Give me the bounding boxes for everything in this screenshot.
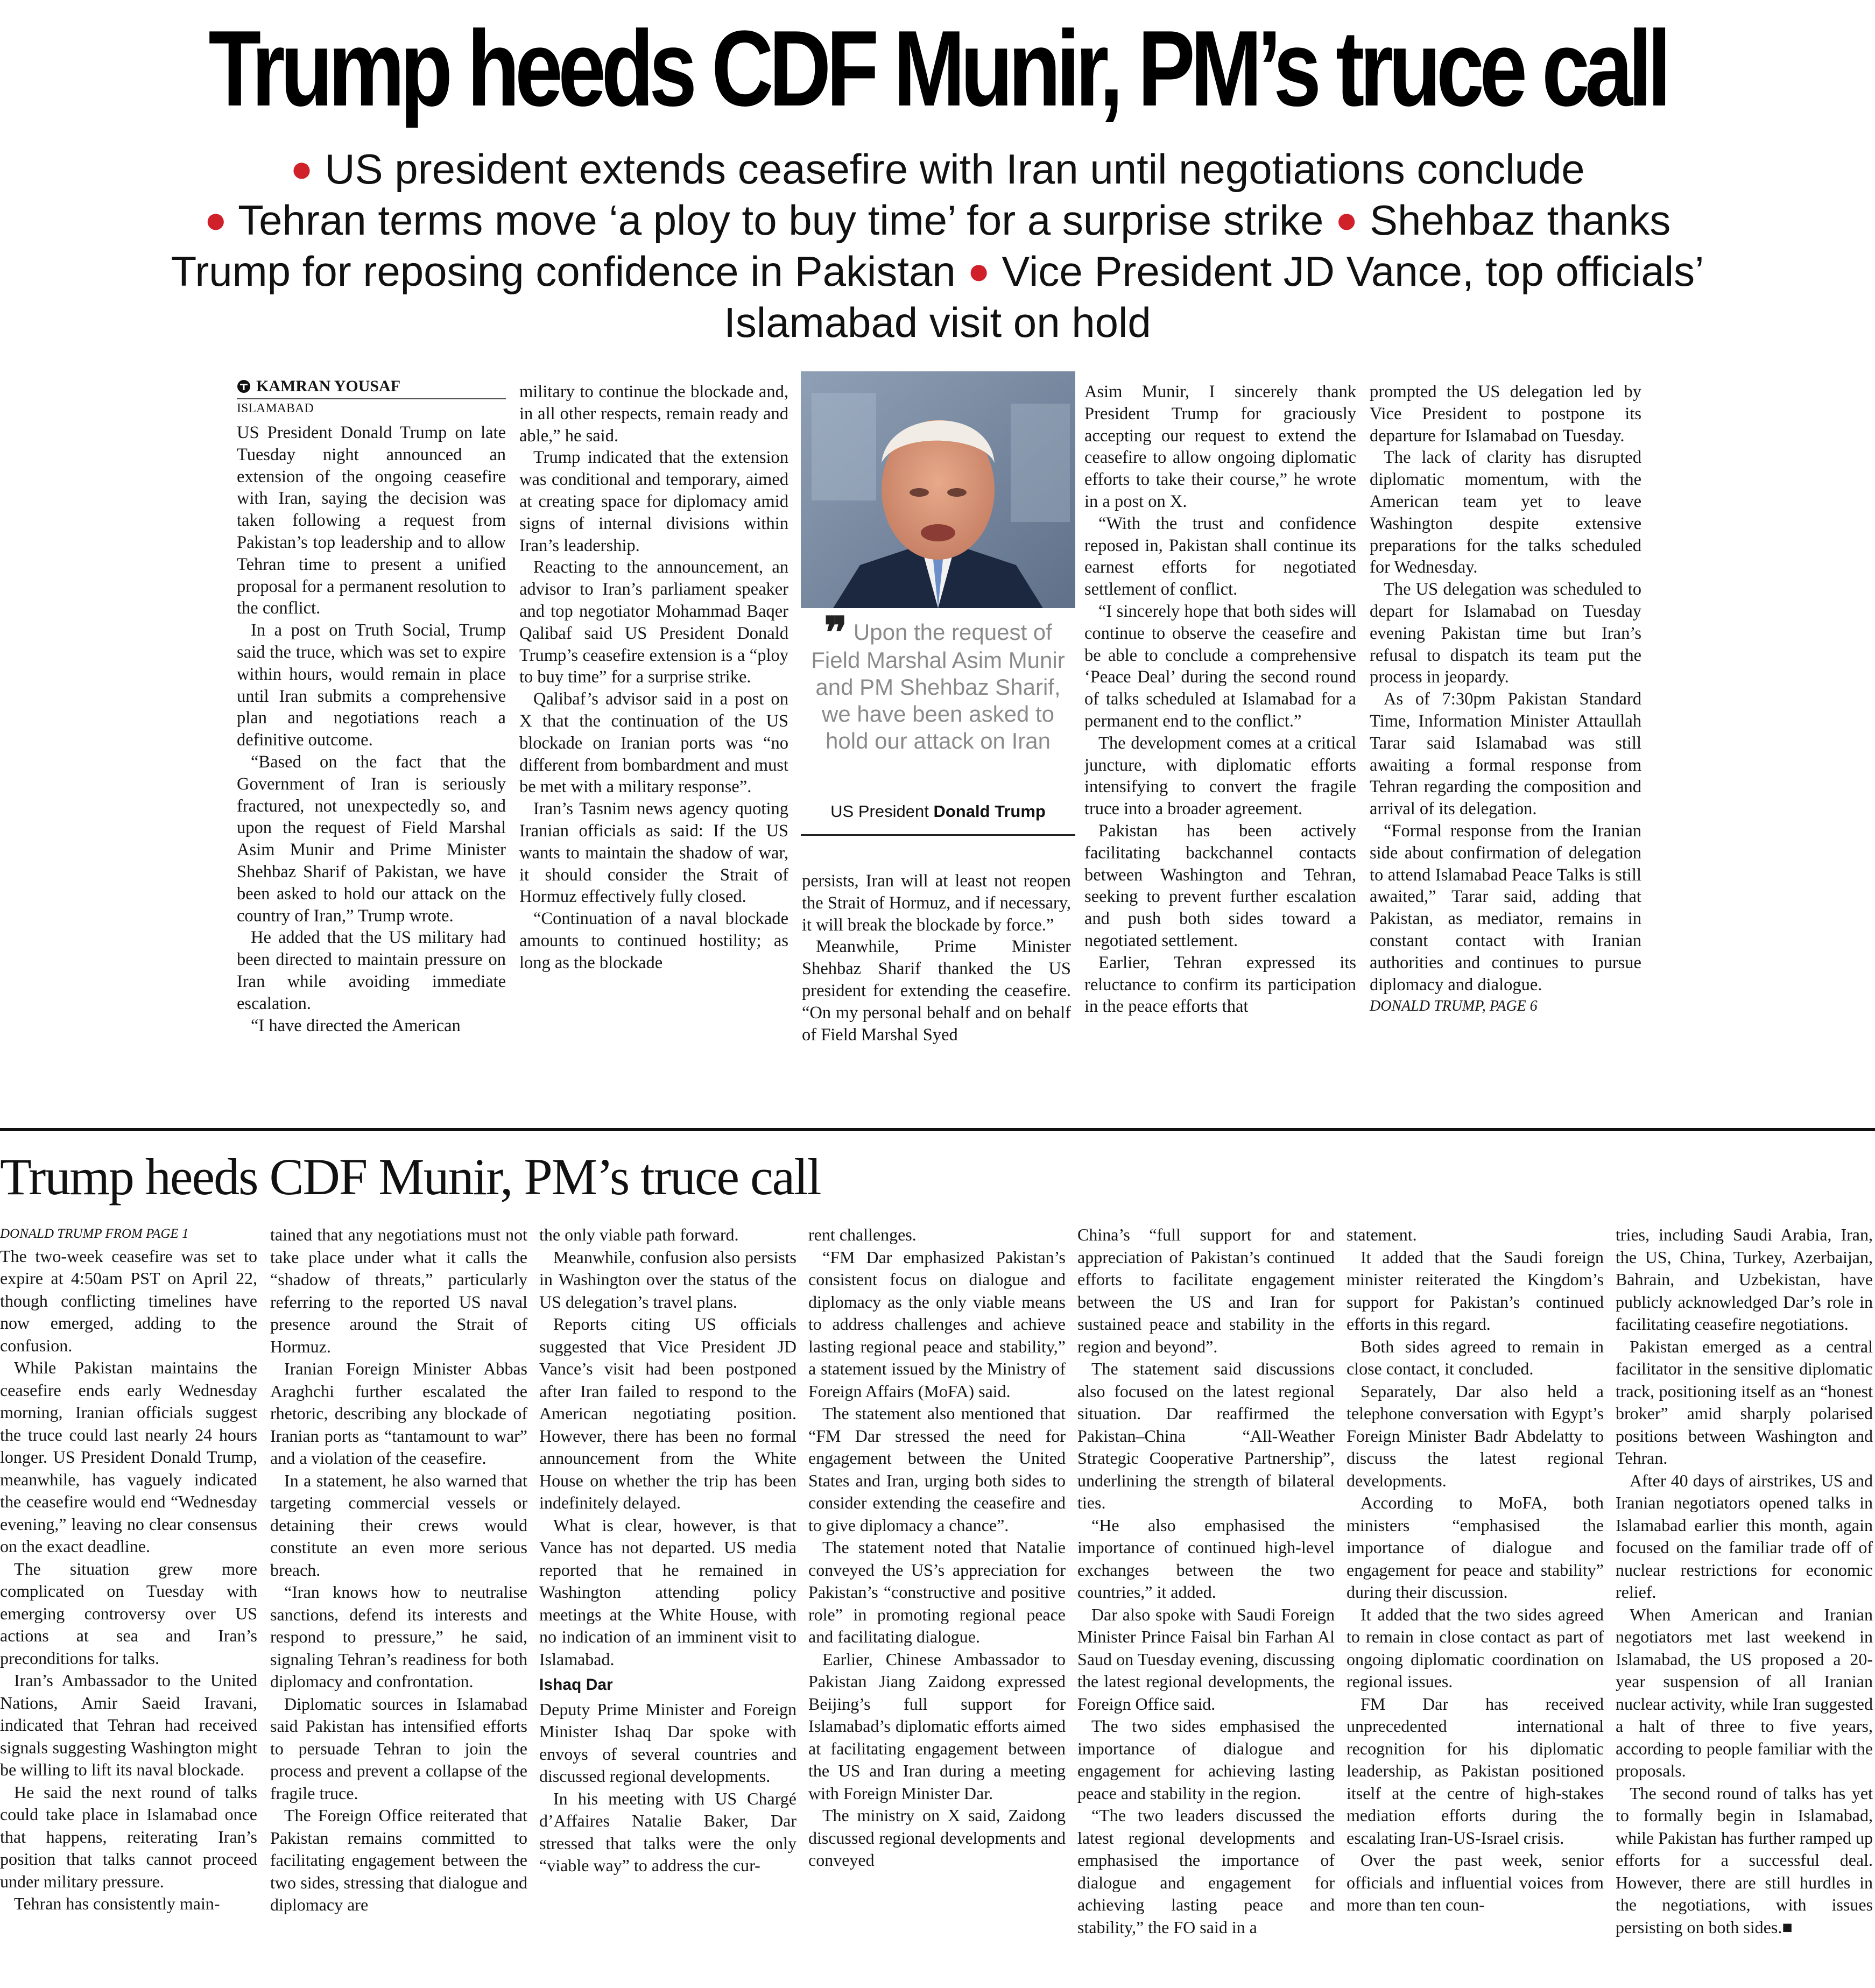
paragraph: Dar also spoke with Saudi Foreign Minister Prince Faisal bin Farhan Al Saud on Tuesday evening, discussing the latest regional developments, the Foreign Office said. <box>1077 1604 1335 1714</box>
paragraph: In a post on Truth Social, Trump said the truce, which was set to expire within hours, would remain in place until Iran submits a comprehensive plan and negotiations reach a definitive outcome. <box>237 621 506 750</box>
paragraph: While Pakistan maintains the ceasefire ends early Wednesday morning, Iranian officials suggest the truce could last nearly 24 hours longer. US President Donald Trump, meanwhile, has vaguely indicated the ceasefire would end “Wednesday evening,” leaving no clear consensus on the exact deadline. <box>0 1358 257 1556</box>
paragraph: Deputy Prime Minister and Foreign Minister Ishaq Dar spoke with envoys of several countries and discussed regional developments. <box>539 1699 796 1786</box>
paragraph: The second round of talks has yet to formally begin in Islamabad, while Pakistan has further ramped up efforts for a successful deal. However, there are still hurdles in the negotiations, with issues persisting on both sides.■ <box>1616 1783 1873 1937</box>
tribune-logo-icon <box>237 379 251 393</box>
paragraph: Pakistan emerged as a central facilitator in the sensitive diplomatic track, positioning itself as an “honest broker” amid sharply polarised positions between Washington and Tehran. <box>1616 1336 1873 1468</box>
paragraph: Iranian Foreign Minister Abbas Araghchi further escalated the rhetoric, describing any blockade of Iranian ports as “tantamount to war” and a violation of the ceasefire. <box>270 1359 527 1468</box>
paragraph: “Formal response from the Iranian side about confirmation of delegation to attend Islamabad Peace Talks is still awaited,” Tarar said, adding that Pakistan, as mediator, remains in constant contact with Iranian authorities and continues to pursue diplomacy and dialogue. <box>1370 821 1641 995</box>
paragraph: The ministry on X said, Zaidong discussed regional developments and conveyed <box>808 1806 1066 1870</box>
paragraph: rent challenges. <box>808 1225 917 1244</box>
paragraph: Separately, Dar also held a telephone conversation with Egypt’s Foreign Minister Badr Abdelatty to discuss the latest regional developments. <box>1347 1381 1604 1490</box>
paragraph: Over the past week, senior officials and influential voices from more than ten coun- <box>1347 1850 1604 1914</box>
paragraph: He added that the US military had been directed to maintain pressure on Iran while avoiding immediate escalation. <box>237 928 506 1013</box>
cont-column-2 <box>270 1224 527 1916</box>
byline-author: KAMRAN YOUSAF <box>256 377 401 395</box>
story-column-3 <box>802 870 1071 1046</box>
paragraph: Qalibaf’s advisor said in a post on X that the continuation of the US blockade on Iranian ports was “no different from bombardment and must be met with a military response”. <box>519 689 788 797</box>
paragraph: The US delegation was scheduled to depart for Islamabad on Tuesday evening Pakistan time but Iran’s refusal to dispatch its team put the process in jeopardy. <box>1370 580 1641 687</box>
deck-3: Shehbaz thanks Trump for reposing confidence in Pakistan <box>171 196 1671 295</box>
paragraph: The Foreign Office reiterated that Pakistan remains committed to facilitating engagement between the two sides, stressing that dialogue and diplomacy are <box>270 1806 527 1914</box>
paragraph: According to MoFA, both ministers “emphasised the importance of dialogue and engagement for peace and stability” during their discussion. <box>1347 1493 1604 1602</box>
paragraph: “With the trust and confidence reposed in, Pakistan shall continue its earnest efforts for negotiated settlement of conflict. <box>1084 513 1356 600</box>
red-bullet-icon: ● <box>290 147 313 189</box>
cont-column-3 <box>539 1224 796 1877</box>
paragraph: the only viable path forward. <box>539 1225 739 1244</box>
paragraph: In his meeting with US Chargé d’Affaires Natalie Baker, Dar stressed that talks were the only “viable way” to address the cur- <box>539 1788 796 1875</box>
paragraph: When American and Iranian negotiators met last weekend in Islamabad, the US proposed a 20-year suspension of all Iranian nuclear activity, while Iran suggested a halt of three to five years, according to people familiar with the proposals. <box>1616 1604 1873 1780</box>
paragraph: Earlier, Chinese Ambassador to Pakistan Jiang Zaidong expressed Beijing’s full support for Islamabad’s diplomatic efforts aimed at facilitating engagement between the US and Iran during a meeting with Foreign Minister Dar. <box>808 1649 1066 1803</box>
quote-mark-icon: ❞ <box>824 610 848 657</box>
paragraph: The situation grew more complicated on Tuesday with emerging controversy over US actions at sea and Iran’s preconditions for talks. <box>0 1559 257 1668</box>
paragraph: The statement also mentioned that “FM Dar stressed the need for engagement between the United States and Iran, urging both sides to consider extending the ceasefire and to give diplomacy a chance”. <box>808 1404 1066 1535</box>
cont-column-5 <box>1077 1224 1335 1938</box>
subhead-ishaq-dar: Ishaq Dar <box>539 1676 613 1694</box>
caption-prefix: US President <box>830 802 929 821</box>
paragraph: What is clear, however, is that Vance has not departed. US media reported that he remained in Washington attending policy meetings at the White House, with no indication of an imminent visit to Islamabad. <box>539 1515 796 1669</box>
paragraph: tained that any negotiations must not take place under what it calls the “shadow of threats,” particularly referring to the reported US naval presence around the Strait of Hormuz. <box>270 1225 527 1356</box>
paragraph: Pakistan has been actively facilitating backchannel contacts between Washington and Tehran, seeking to prevent further escalation and push both sides toward a negotiated settlement. <box>1084 821 1356 950</box>
paragraph: “Continuation of a naval blockade amounts to continued hostility; as long as the blockade <box>519 909 788 972</box>
cont-column-4 <box>808 1224 1066 1872</box>
paragraph: Asim Munir, I sincerely thank President Trump for graciously accepting our request to extend the ceasefire to allow ongoing diplomatic efforts to take their course,” he wrote in a post on X. <box>1084 382 1356 511</box>
paragraph: Both sides agreed to remain in close contact, it concluded. <box>1347 1336 1604 1378</box>
story-column-4 <box>1084 381 1356 1018</box>
paragraph: The lack of clarity has disrupted diplomatic momentum, with the American team yet to leave Washington despite extensive preparations for the talks scheduled for Wednesday. <box>1370 448 1641 577</box>
paragraph: Reports citing US officials suggested that Vice President JD Vance’s visit had been postponed after Iran failed to respond to the American negotiating position. However, there has been no formal announcement from the White House on whether the trip has been indefinitely delayed. <box>539 1314 796 1512</box>
paragraph: After 40 days of airstrikes, US and Iranian negotiators opened talks in Islamabad earlier this month, again focused on the familiar trade off of nuclear restrictions for economic relief. <box>1616 1470 1873 1602</box>
story-column-2 <box>519 381 788 974</box>
paragraph: “I sincerely hope that both sides will continue to observe the ceasefire and be able to conclude a comprehensive ‘Peace Deal’ during the second round of talks scheduled at Islamabad for a permanent end to the conflict.” <box>1084 601 1356 731</box>
paragraph: persists, Iran will at least not reopen the Strait of Hormuz, and if necessary, it will break the blockade by force.” <box>802 871 1071 935</box>
paragraph: “FM Dar emphasized Pakistan’s consistent focus on dialogue and diplomacy as the only viable means to address challenges and achieve lasting regional peace and stability,” a statement issued by the Ministry of Foreign Affairs (MoFA) said. <box>808 1247 1066 1401</box>
paragraph: Iran’s Tasnim news agency quoting Iranian officials as said: If the US wants to maintain the shadow of war, it should consider the Strait of Hormuz effectively fully closed. <box>519 799 788 907</box>
continuation-headline: Trump heeds CDF Munir, PM’s truce call <box>0 1148 821 1206</box>
byline <box>237 377 506 396</box>
headline-decks <box>161 144 1714 347</box>
paragraph: tries, including Saudi Arabia, Iran, the US, China, Turkey, Azerbaijan, Bahrain, and Uzbekistan, have publicly acknowledged Dar’s role in facilitating ceasefire negotiations. <box>1616 1225 1873 1334</box>
trump-photo <box>801 371 1075 608</box>
paragraph: Earlier, Tehran expressed its reluctance to confirm its participation in the peace efforts that <box>1084 953 1356 1017</box>
paragraph: “The two leaders discussed the latest regional developments and emphasised the importance of dialogue and engagement for achieving lasting peace and stability,” the FO said in a <box>1077 1806 1335 1937</box>
paragraph: “Iran knows how to neutralise sanctions, defend its interests and respond to pressure,” he said, signaling Tehran’s readiness for both diplomacy and confrontation. <box>270 1582 527 1691</box>
paragraph: military to continue the blockade and, in all other respects, remain ready and able,” he said. <box>519 382 788 446</box>
paragraph: “Based on the fact that the Government of Iran is seriously fractured, not unexpectedly so, and upon the request of Field Marshal Asim Munir and Prime Minister Shehbaz Sharif of Pakistan, we have been asked to hold our attack on the country of Iran,” Trump wrote. <box>237 752 506 926</box>
portrait-image <box>801 371 1075 608</box>
paragraph: The two-week ceasefire was set to expire at 4:50am PST on April 22, though conflicting timelines have now emerged, adding to the confusion. <box>0 1246 257 1355</box>
paragraph: Meanwhile, confusion also persists in Washington over the status of the US delegation’s travel plans. <box>539 1247 796 1312</box>
paragraph: “I have directed the American <box>251 1016 461 1035</box>
caption-name: Donald Trump <box>933 802 1046 821</box>
red-bullet-icon: ● <box>204 199 227 241</box>
paragraph: Iran’s Ambassador to the United Nations, Amir Saeid Iravani, indicated that Tehran had received signals suggesting Washington might be willing to lift its naval blockade. <box>0 1670 257 1779</box>
paragraph: The statement said discussions also focused on the latest regional situation. Dar reaffirmed the Pakistan–China “All-Weather Strategic Cooperative Partnership”, underlining the strength of bilateral ties. <box>1077 1359 1335 1512</box>
pull-quote <box>801 610 1075 755</box>
paragraph: “He also emphasised the importance of continued high-level exchanges between the two countries,” it added. <box>1077 1515 1335 1602</box>
jump-line: DONALD TRUMP, PAGE 6 <box>1370 998 1538 1015</box>
red-bullet-icon: ● <box>1335 199 1358 241</box>
paragraph: Trump indicated that the extension was conditional and temporary, aimed at creating space for diplomacy amid signs of internal divisions within Iran’s leadership. <box>519 448 788 555</box>
paragraph: It added that the two sides agreed to remain in close contact as part of ongoing diplomatic coordination on regional issues. <box>1347 1604 1604 1691</box>
section-rule <box>0 1128 1875 1131</box>
cont-column-6 <box>1347 1224 1604 1916</box>
paragraph: Tehran has consistently main- <box>14 1894 220 1913</box>
paragraph: The development comes at a critical juncture, with diplomatic efforts intensifying to convert the fragile truce into a broader agreement. <box>1084 733 1356 819</box>
paragraph: As of 7:30pm Pakistan Standard Time, Information Minister Attaullah Tarar said Islamabad was still awaiting a formal response from Tehran regarding the composition and arrival of its delegation. <box>1370 689 1641 819</box>
dateline: ISLAMABAD <box>237 398 506 417</box>
paragraph: prompted the US delegation led by Vice President to postpone its departure for Islamabad on Tuesday. <box>1370 382 1641 446</box>
cont-column-7 <box>1616 1224 1873 1938</box>
paragraph: The two sides emphasised the importance of dialogue and engagement for achieving lasting peace and stability in the region. <box>1077 1716 1335 1803</box>
cont-column-1 <box>0 1223 257 1915</box>
paragraph: Reacting to the announcement, an advisor to Iran’s parliament speaker and top negotiator Mohammad Baqer Qalibaf said US President Donald Trump’s ceasefire extension is a “ploy to buy time” for a surprise strike. <box>519 558 788 687</box>
paragraph: US President Donald Trump on late Tuesday night announced an extension of the ongoing ceasefire with Iran, saying the decision was taken following a request from Pakistan’s top leadership and to allow Tehran time to present a unified proposal for a permanent resolution to the conflict. <box>237 423 506 618</box>
paragraph: In a statement, he also warned that targeting commercial vessels or detaining their crews would constitute an even more serious breach. <box>270 1470 527 1580</box>
story-column-1 <box>237 377 506 1037</box>
deck-1: US president extends ceasefire with Iran until negotiations conclude <box>325 145 1585 193</box>
photo-caption <box>801 802 1075 836</box>
pull-quote-text: Upon the request of Field Marshal Asim Munir and PM Shehbaz Sharif, we have been asked to hold our attack on Iran <box>811 619 1065 753</box>
paragraph: He said the next round of talks could take place in Islamabad once that happens, reiterating Iran’s position that talks cannot proceed under military pressure. <box>0 1782 257 1891</box>
jump-in-line: DONALD TRUMP FROM PAGE 1 <box>0 1226 189 1241</box>
main-headline: Trump heeds CDF Munir, PM’s truce call <box>208 9 1667 129</box>
paragraph: It added that the Saudi foreign minister reiterated the Kingdom’s support for Pakistan’s continued efforts in this regard. <box>1347 1247 1604 1334</box>
paragraph: China’s “full support for and appreciation of Pakistan’s continued efforts to facilitate engagement between the US and Iran for sustained peace and stability in the region and beyond”. <box>1077 1225 1335 1356</box>
red-bullet-icon: ● <box>967 250 990 292</box>
paragraph: Meanwhile, Prime Minister Shehbaz Sharif thanked the US president for extending the ceasefire. “On my personal behalf and on behalf of Field Marshal Syed <box>802 937 1071 1045</box>
deck-4: Vice President JD Vance, top officials’ Islamabad visit on hold <box>724 248 1704 346</box>
paragraph: FM Dar has received unprecedented international recognition for his diplomatic leadership, as Pakistan positioned itself at the centre of high-stakes mediation efforts during the escalating Iran-US-Israel crisis. <box>1347 1694 1604 1848</box>
paragraph: The statement noted that Natalie conveyed the US’s appreciation for Pakistan’s “constructive and positive role” in promoting regional peace and facilitating dialogue. <box>808 1538 1066 1646</box>
paragraph: Diplomatic sources in Islamabad said Pakistan has intensified efforts to persuade Tehran to join the process and prevent a collapse of the fragile truce. <box>270 1694 527 1803</box>
deck-2: Tehran terms move ‘a ploy to buy time’ for a surprise strike <box>238 196 1324 244</box>
paragraph: statement. <box>1347 1225 1417 1244</box>
story-column-5 <box>1370 381 1641 1018</box>
